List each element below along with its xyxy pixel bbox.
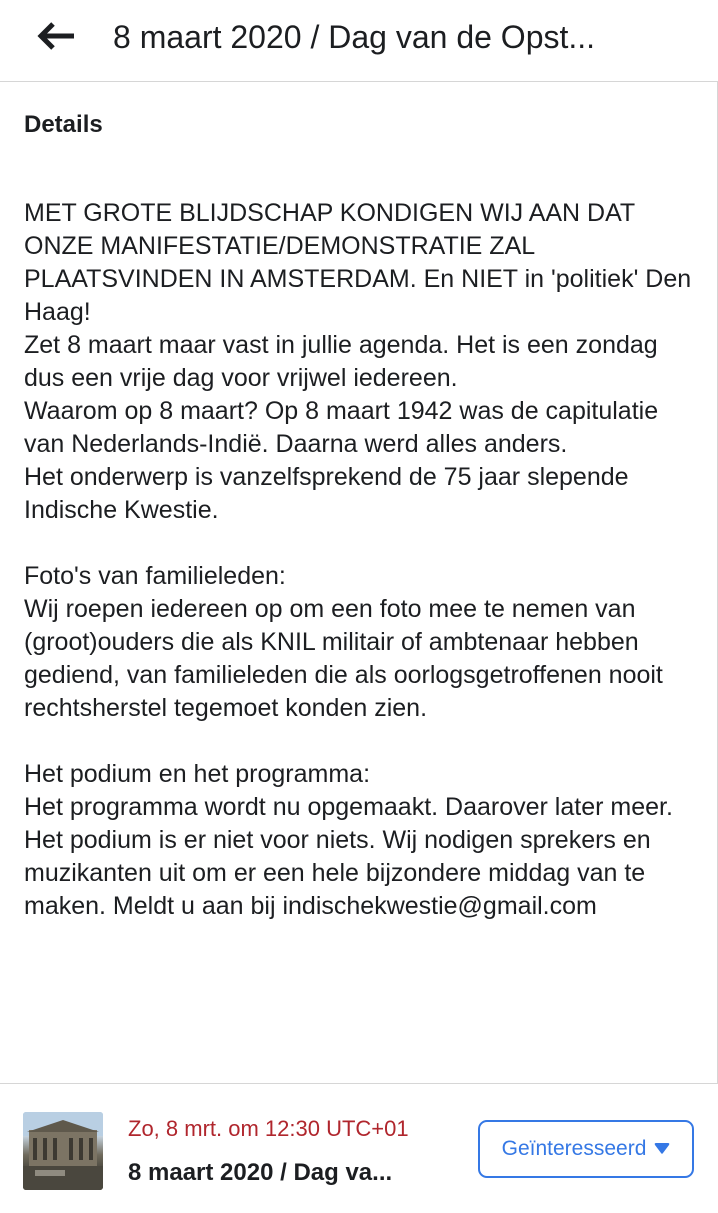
- details-paragraph: Zet 8 maart maar vast in jullie agenda. Het is een zondag dus een vrije dag voor vrijwel iedereen.: [24, 331, 658, 392]
- page-title: 8 maart 2020 / Dag van de Opst...: [113, 19, 596, 55]
- details-body: [24, 197, 704, 923]
- details-paragraph: Het podium is er niet voor niets. Wij nodigen sprekers en muzikanten uit om er een hele bijzondere middag van te maken. Meldt u aan bij indischekwestie@gmail.com: [24, 826, 651, 920]
- caret-down-icon: [654, 1143, 670, 1155]
- event-date: Zo, 8 mrt. om 12:30 UTC+01: [128, 1116, 409, 1141]
- details-heading: Details: [24, 111, 103, 138]
- details-paragraph: Wij roepen iedereen op om een foto mee te nemen van (groot)ouders die als KNIL militair of ambtenaar hebben gediend, van familieleden die als oorlogsgetroffenen nooit rechtsherstel tegemoet konden zien.: [24, 595, 663, 722]
- top-bar: [0, 0, 718, 82]
- details-paragraph: Waarom op 8 maart? Op 8 maart 1942 was de capitulatie van Nederlands-Indië. Daarna werd alles anders.: [24, 397, 659, 458]
- back-button[interactable]: [30, 14, 82, 58]
- interested-label: Geïnteresseerd: [501, 1137, 647, 1160]
- details-paragraph: Het programma wordt nu opgemaakt. Daarover later meer.: [24, 793, 673, 821]
- details-section: [24, 105, 704, 923]
- paragraph-spacer: [24, 527, 704, 560]
- details-subheading: Het podium en het programma:: [24, 760, 371, 788]
- interested-button[interactable]: [478, 1120, 694, 1178]
- details-paragraph: Het onderwerp is vanzelfsprekend de 75 jaar slepende Indische Kwestie.: [24, 463, 629, 524]
- event-footer-bar: [0, 1083, 718, 1213]
- building-image-icon: [23, 1112, 103, 1190]
- event-thumbnail[interactable]: [23, 1112, 103, 1190]
- event-name: 8 maart 2020 / Dag va...: [128, 1159, 393, 1186]
- details-subheading: Foto's van familieleden:: [24, 562, 286, 590]
- arrow-left-icon: [36, 21, 76, 51]
- paragraph-spacer: [24, 725, 704, 758]
- details-paragraph: MET GROTE BLIJDSCHAP KONDIGEN WIJ AAN DAT ONZE MANIFESTATIE/DEMONSTRATIE ZAL PLAATSVINDEN IN AMSTERDAM. En NIET in 'politiek' Den Haag!: [24, 199, 692, 326]
